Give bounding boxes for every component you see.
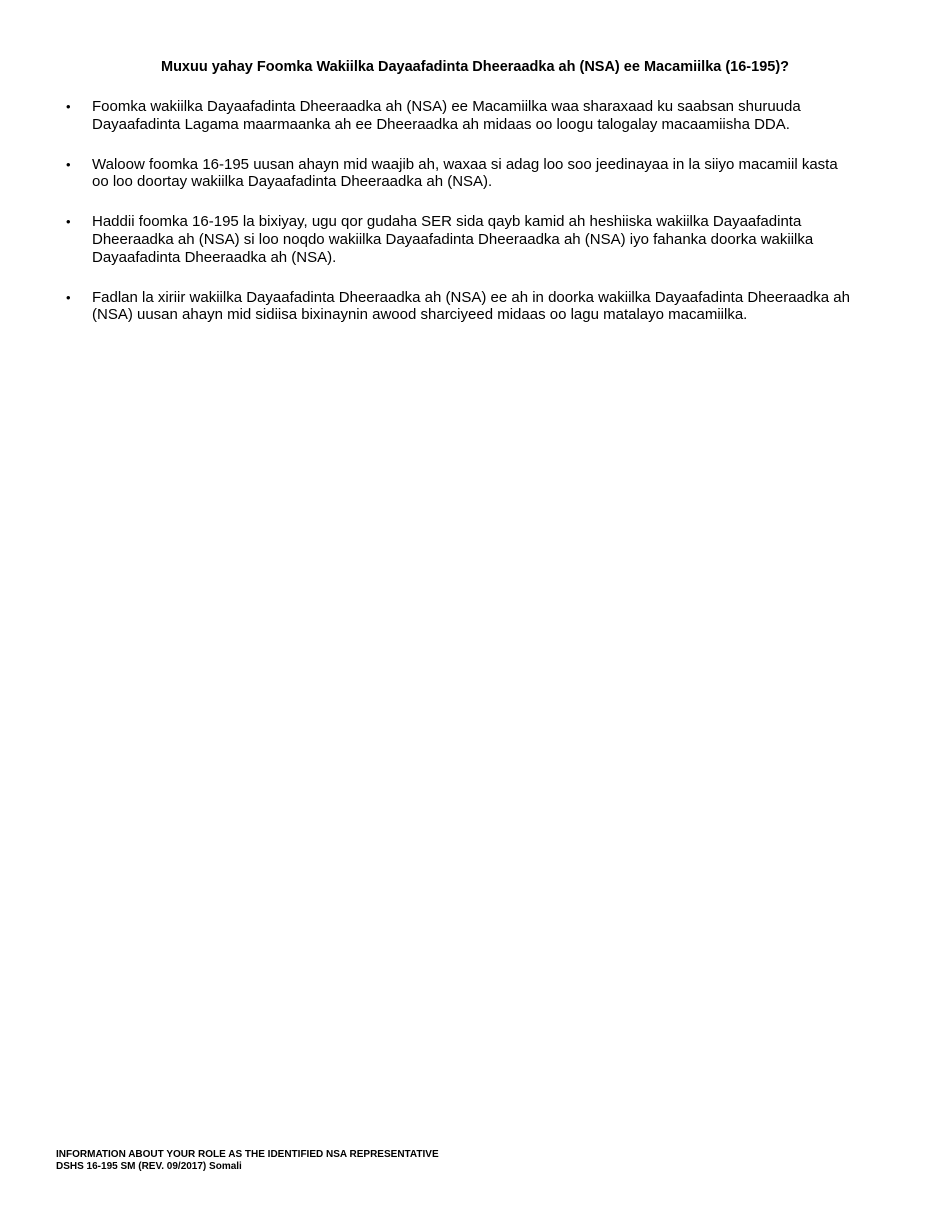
footer: [56, 1149, 439, 1173]
bullet-item: [66, 213, 912, 266]
bullet-text-line: oo loo doortay wakiilka Dayaafadinta Dheeraadka ah (NSA).: [92, 173, 493, 191]
bullet-list: [66, 98, 912, 346]
bullet-text-line: Waloow foomka 16-195 uusan ahayn mid waajib ah, waxaa si adag loo soo jeedinayaa in la siiyo macamiil kasta: [92, 155, 838, 173]
bullet-text-line: Dheeraadka ah (NSA) si loo noqdo wakiilka Dayaafadinta Dheeraadka ah (NSA) iyo fahanka doorka wakiilka: [92, 230, 814, 248]
bullet-text-line: Fadlan la xiriir wakiilka Dayaafadinta Dheeraadka ah (NSA) ee ah in doorka wakiilka Dayaafadinta Dheeraadka ah: [92, 288, 850, 306]
bullet-text-line: Foomka wakiilka Dayaafadinta Dheeraadka ah (NSA) ee Macamiilka waa sharaxaad ku saabsan shuruuda: [92, 98, 801, 115]
bullet-item: [66, 98, 912, 133]
bullet-text-line: Dayaafadinta Lagama maarmaanka ah ee Dheeraadka ah midaas oo loogu talogalay macaamiisha DDA.: [92, 115, 790, 133]
bullet-item: [66, 155, 912, 191]
bullet-icon: •: [66, 214, 71, 230]
bullet-item: [66, 288, 912, 324]
bullet-text-line: Dayaafadinta Dheeraadka ah (NSA).: [92, 248, 337, 266]
bullet-text-line: Haddii foomka 16-195 la bixiyay, ugu qor gudaha SER sida qayb kamid ah heshiiska wakiilka Dayaafadinta: [92, 213, 802, 231]
footer-form-number: DSHS 16-195 SM (REV. 09/2017) Somali: [56, 1161, 242, 1172]
bullet-icon: •: [66, 156, 71, 172]
bullet-icon: •: [66, 289, 71, 305]
footer-form-title: INFORMATION ABOUT YOUR ROLE AS THE IDENTIFIED NSA REPRESENTATIVE: [56, 1149, 439, 1160]
document-title: Muxuu yahay Foomka Wakiilka Dayaafadinta Dheeraadka ah (NSA) ee Macamiilka (16-195)?: [160, 59, 790, 75]
bullet-text-line: (NSA) uusan ahayn mid sidiisa bixinaynin awood sharciyeed midaas oo lagu matalayo macamiilka.: [92, 306, 748, 324]
bullet-icon: •: [66, 99, 71, 114]
